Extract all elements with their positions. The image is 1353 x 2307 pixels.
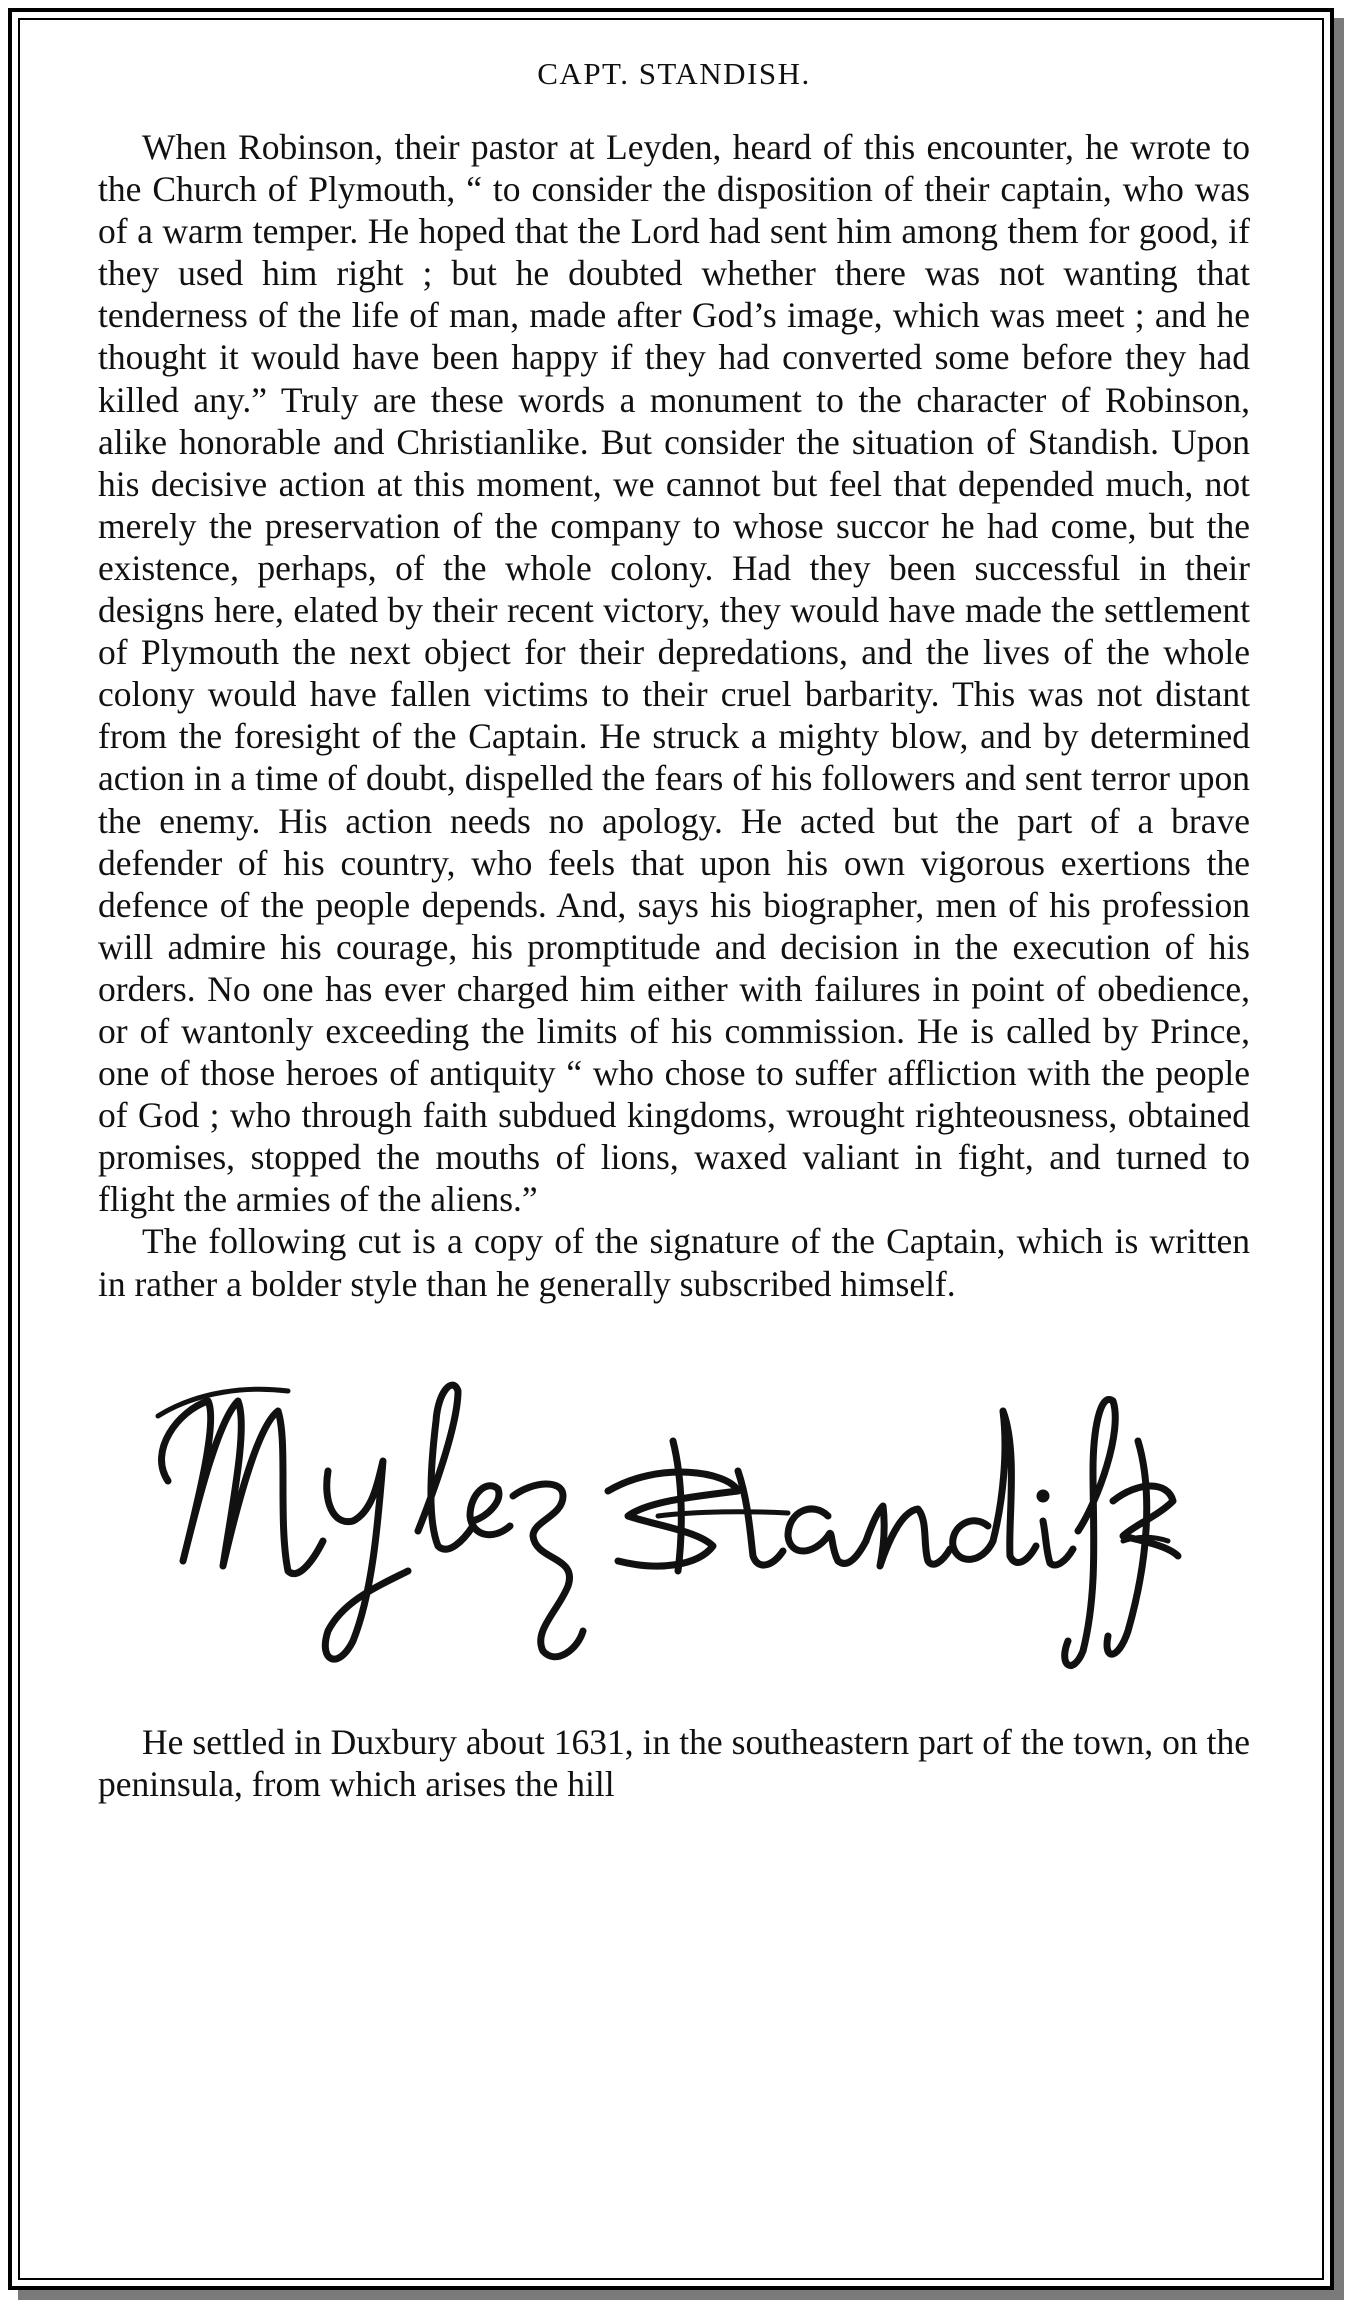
signature-caption bbox=[98, 1331, 99, 1332]
myles-standish-signature-drawing bbox=[138, 1331, 1198, 1691]
paragraph-signature-intro: The following cut is a copy of the signature of the Captain, which is written in rather a bolder style than he generally subscribed himself. bbox=[98, 1221, 1250, 1304]
paragraph-robinson: When Robinson, their pastor at Leyden, heard of this encounter, he wrote to the Church of Plymouth, “ to consider the disposition of their captain, who was of a warm temper. He hoped that the Lord had sent him among them for good, if they used him right ; but he doubted whether there was not wanting that tenderness of the life of man, made after God’s image, which was meet ; and he thought it would have been happy if they had converted some before they had killed any.” Truly are these words a monument to the character of Robinson, alike honorable and Christianlike. But consider the situation of Standish. Upon his decisive action at this moment, we cannot but feel that depended much, not merely the preservation of the company to whose succor he had come, but the existence, perhaps, of the whole colony. Had they been successful in their designs here, elated by their recent victory, they would have made the settlement of Plymouth the next object for their depredations, and the lives of the whole colony would have fallen victims to their cruel barbarity. This was not distant from the foresight of the Captain. He struck a mighty blow, and by determined action in a time of doubt, dispelled the fears of his followers and sent terror upon the enemy. His action needs no apology. He acted but the part of a brave defender of his country, who feels that upon his own vigorous exertions the defence of the people depends. And, says his biographer, men of his profession will admire his courage, his promptitude and decision in the execution of his orders. No one has ever charged him either with failures in point of obedience, or of wantonly exceeding the limits of his commission. He is called by Prince, one of those heroes of antiquity “ who chose to suffer affliction with the people of God ; who through faith subdued kingdoms, wrought righteousness, obtained promises, stopped the mouths of lions, waxed valiant in fight, and turned to flight the armies of the aliens.” bbox=[98, 127, 1250, 1220]
signature-image bbox=[98, 1331, 1250, 1691]
running-head: CAPT. STANDISH. bbox=[537, 56, 811, 91]
paragraph-duxbury: He settled in Duxbury about 1631, in the southeastern part of the town, on the peninsula, from which arises the hill bbox=[98, 1721, 1250, 1804]
book-page bbox=[98, 56, 1250, 1805]
